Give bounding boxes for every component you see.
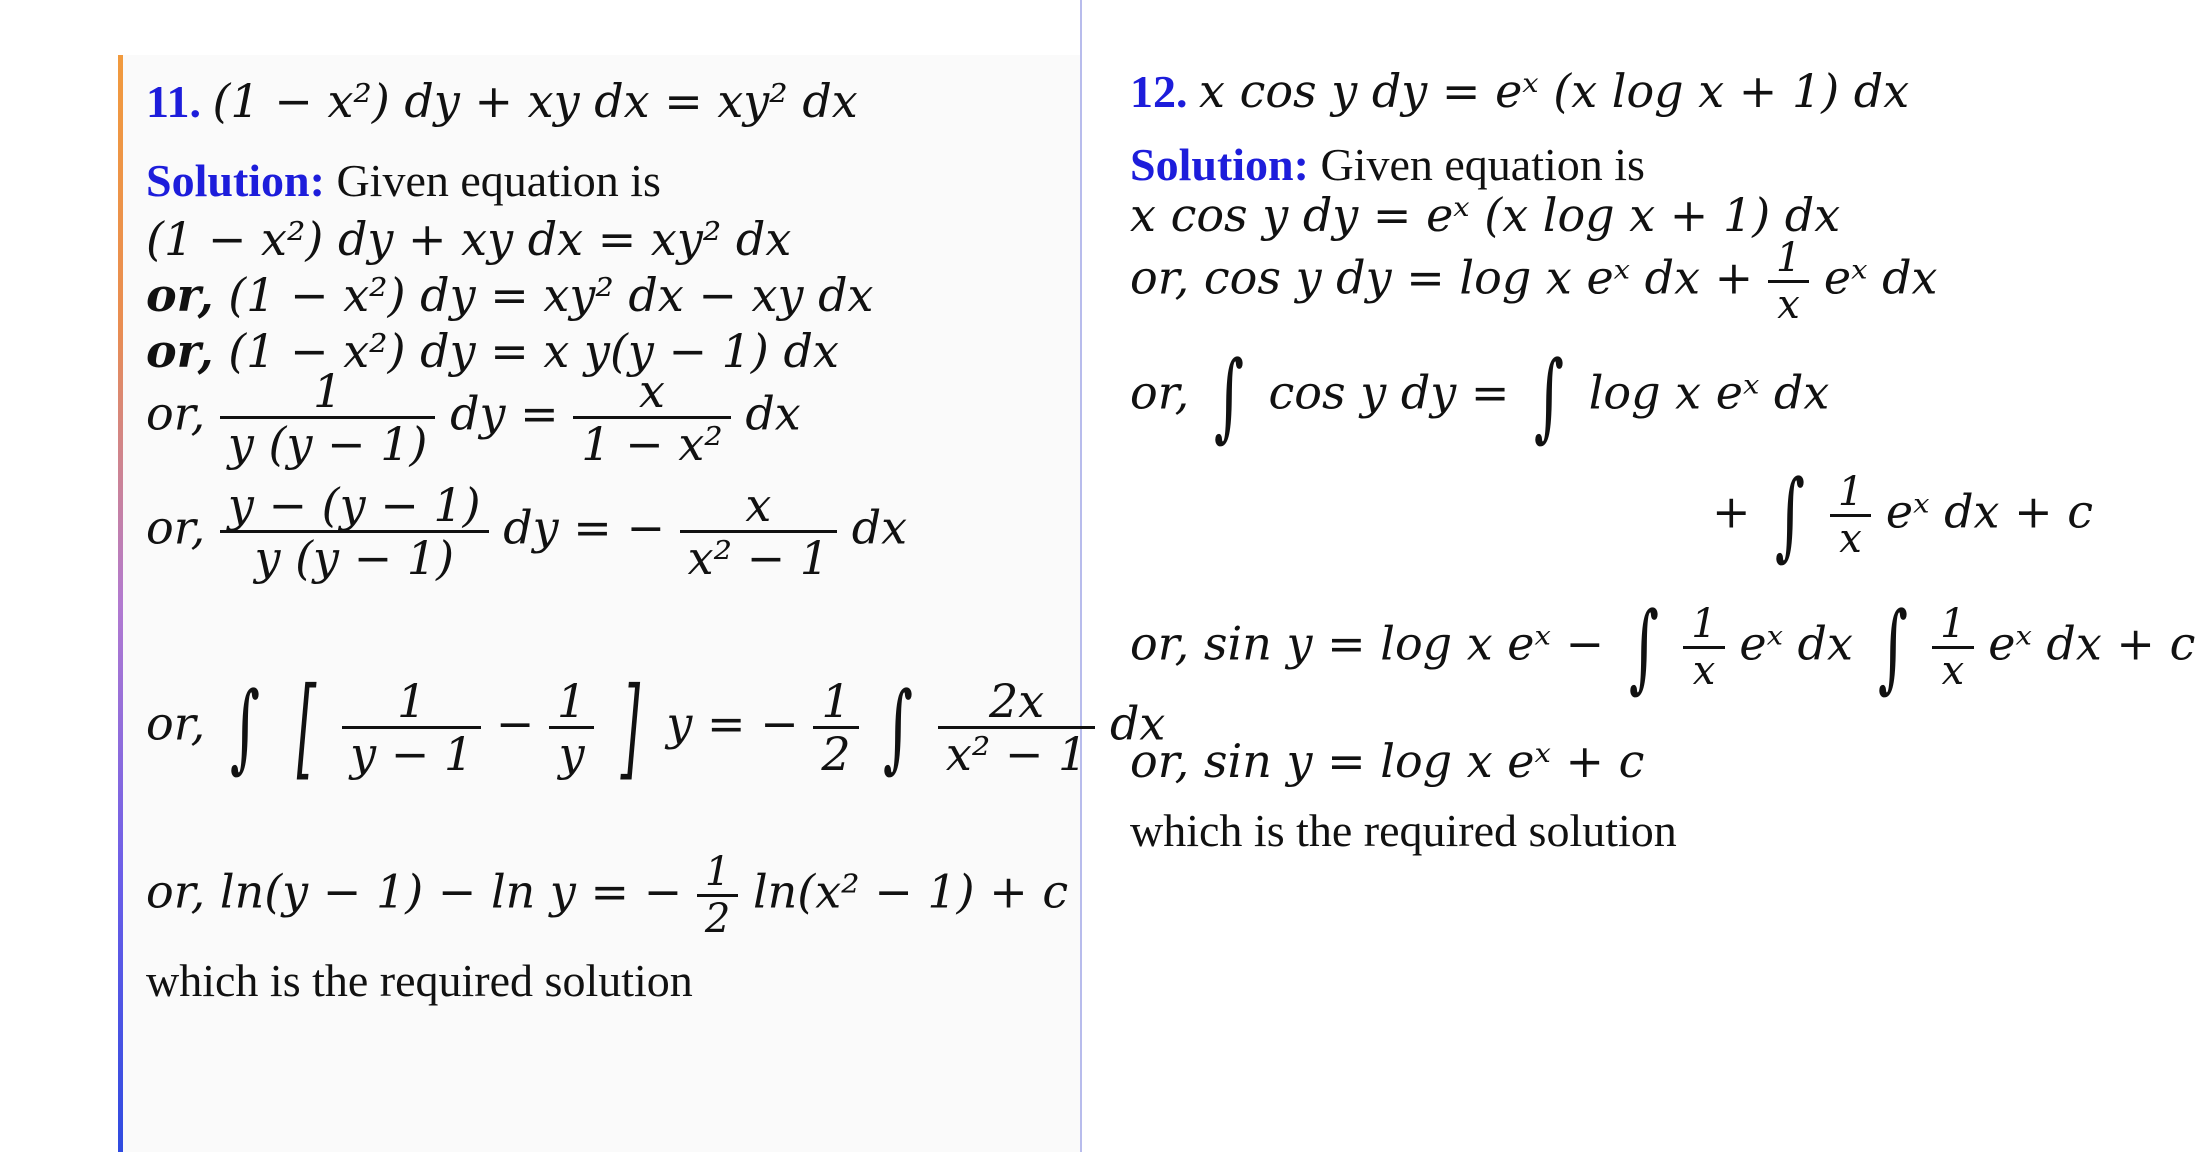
right-bracket-icon: ] xyxy=(620,663,640,791)
conclusion: which is the required solution xyxy=(146,955,693,1006)
step-text: log x eˣ dx xyxy=(1588,365,1830,420)
integral-icon: ∫ xyxy=(1628,591,1659,704)
step-5 xyxy=(1130,734,1645,788)
step-6 xyxy=(146,849,1069,942)
or-label: or, xyxy=(1130,365,1190,420)
step-4 xyxy=(146,478,908,585)
integral-icon: ∫ xyxy=(1877,591,1908,704)
step-4 xyxy=(1130,591,2195,704)
integral-icon: ∫ xyxy=(1213,340,1244,452)
step-text: ln(x² − 1) + c xyxy=(752,864,1069,919)
fraction: $\frac{1}{2}$ xyxy=(697,852,738,939)
problem-number: 12. xyxy=(1130,66,1188,117)
accent-bar xyxy=(118,55,123,1152)
problem-equation: x cos y dy = eˣ (x log x + 1) dx xyxy=(1199,64,1910,118)
solution-heading xyxy=(1130,139,1645,190)
step-1 xyxy=(1130,235,1938,328)
or-label: or, xyxy=(146,386,206,441)
fraction: $\frac{1}{x}$ xyxy=(1830,472,1871,559)
minus-sign: − xyxy=(495,696,535,751)
or-label: or, xyxy=(1130,734,1190,788)
plus-sign: + xyxy=(1712,484,1751,539)
step-text: (1 − x²) dy = x y(y − 1) dx xyxy=(228,324,839,378)
fraction: $\frac{x}{\text{1 − x²}}$ xyxy=(573,368,730,467)
or-label: or, xyxy=(146,696,206,751)
step-text: sin y = log x eˣ − xyxy=(1203,616,1604,671)
solution-label: Solution: xyxy=(1130,139,1309,190)
step-text: cos y dy = xyxy=(1268,365,1510,420)
fraction: $\frac{1}{2}$ xyxy=(813,678,858,777)
solution-heading xyxy=(146,155,661,206)
fraction: $\frac{y - (y - 1)}{y (y - 1)}$ xyxy=(220,482,489,581)
given-equation: (1 − x²) dy + xy dx = xy² dx xyxy=(146,212,792,266)
or-label: or, xyxy=(146,324,214,378)
given-equation: x cos y dy = eˣ (x log x + 1) dx xyxy=(1130,188,1841,242)
fraction: $\frac{1}{y}$ xyxy=(549,678,594,777)
dx-label: dx xyxy=(745,386,801,441)
step-text: eˣ dx xyxy=(1823,250,1938,305)
step-3 xyxy=(146,364,801,471)
dy-label: dy = xyxy=(450,386,559,441)
step-text: (1 − x²) dy = xy² dx − xy dx xyxy=(228,268,874,322)
step-1 xyxy=(146,268,874,322)
problem-number: 11. xyxy=(146,76,201,127)
step-text: eˣ dx xyxy=(1739,616,1853,671)
column-divider xyxy=(1080,0,1082,1152)
integral-icon: ∫ xyxy=(883,671,914,784)
step-3 xyxy=(1712,459,2094,572)
step-text: y = − xyxy=(666,696,799,751)
conclusion: which is the required solution xyxy=(1130,805,1677,856)
integral-icon: ∫ xyxy=(229,671,260,784)
problem-11-title xyxy=(146,74,858,128)
dy-label: dy = − xyxy=(503,500,665,555)
step-5 xyxy=(146,663,1166,791)
solution-label: Solution: xyxy=(146,155,325,206)
solution-intro: Given equation is xyxy=(1320,139,1645,190)
problem-equation: (1 − x²) dy + xy dx = xy² dx xyxy=(212,74,858,128)
step-text: cos y dy = log x eˣ dx + xyxy=(1203,250,1754,305)
dx-label: dx xyxy=(1109,696,1166,751)
or-label: or, xyxy=(1130,616,1190,671)
fraction: $\frac{x}{\text{x² − 1}}$ xyxy=(680,482,837,581)
fraction: $\frac{1}{x}$ xyxy=(1683,604,1724,691)
fraction: $\frac{1}{x}$ xyxy=(1932,604,1973,691)
solution-intro: Given equation is xyxy=(336,155,661,206)
integral-icon: ∫ xyxy=(1775,459,1806,572)
fraction: $\frac{1}{y (y - 1)}$ xyxy=(220,368,436,467)
step-text: eˣ dx + c xyxy=(1988,616,2195,671)
fraction: $\frac{1}{x}$ xyxy=(1768,238,1809,325)
dx-label: dx xyxy=(851,500,908,555)
problem-12-title xyxy=(1130,64,1910,118)
or-label: or, xyxy=(146,268,214,322)
step-2 xyxy=(1130,340,1830,452)
step-text: sin y = log x eˣ + c xyxy=(1203,734,1645,788)
fraction: $\frac{1}{y - 1}$ xyxy=(342,678,481,777)
or-label: or, xyxy=(1130,250,1190,305)
step-text: ln(y − 1) − ln y = − xyxy=(219,864,683,919)
or-label: or, xyxy=(146,500,206,555)
left-bracket-icon: [ xyxy=(296,663,316,791)
step-text: eˣ dx + c xyxy=(1885,484,2094,539)
integral-icon: ∫ xyxy=(1534,340,1565,452)
fraction: $\frac{2x}{\text{x² − 1}}$ xyxy=(938,678,1095,777)
or-label: or, xyxy=(146,864,206,919)
